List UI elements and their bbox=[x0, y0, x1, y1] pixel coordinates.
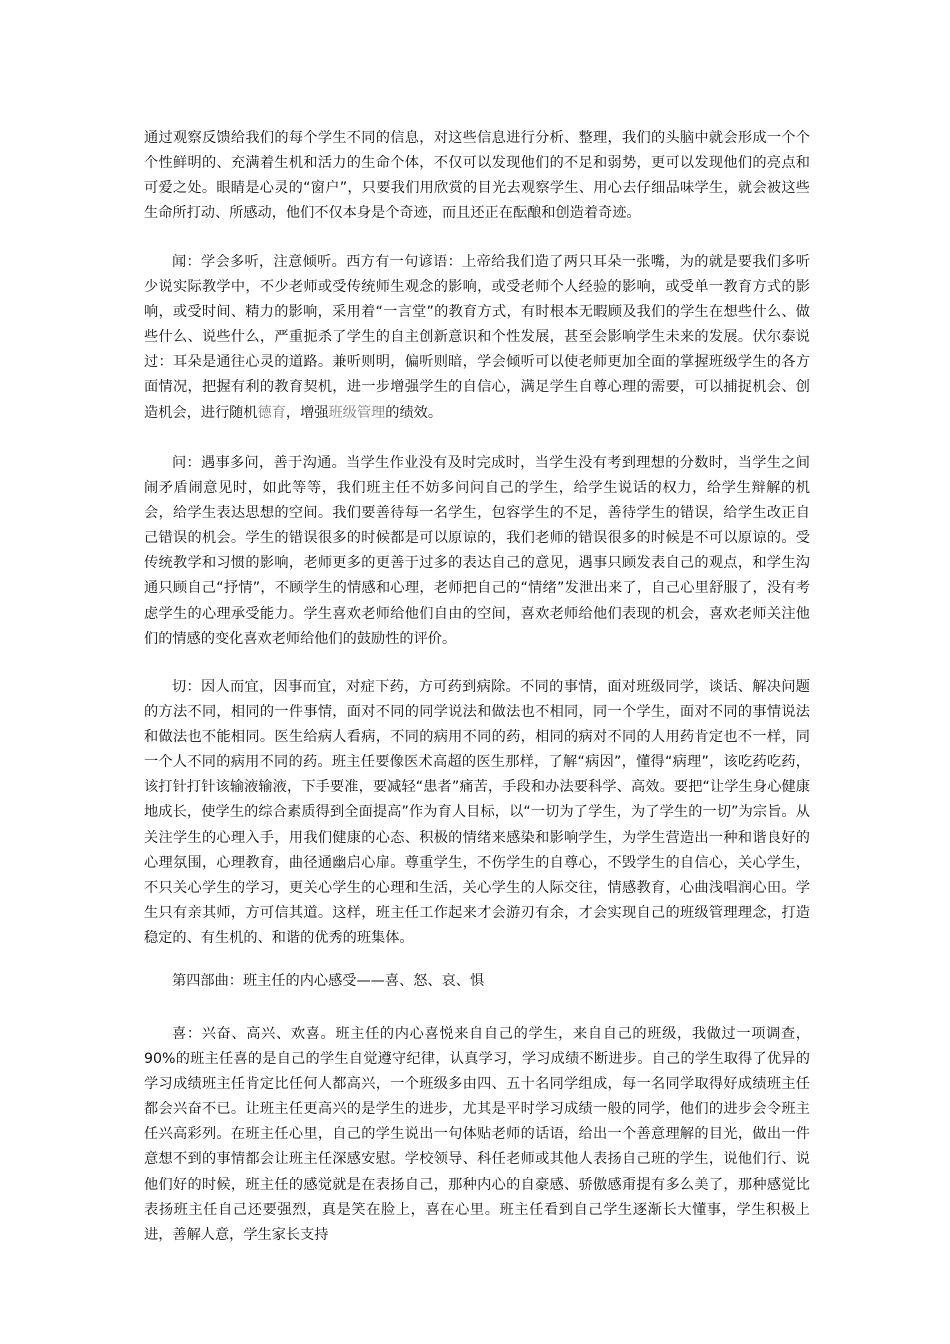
paragraph-listen-mid: ，增强 bbox=[285, 404, 329, 421]
paragraph-ask: 问：遇事多问，善于沟通。当学生作业没有及时完成时，当学生没有考到理想的分数时，当学生之间闹矛盾闹意见时，如此等等，我们班主任不妨多问问自己的学生，给学生说话的权力，给学生辩解的机会，给学生表达思想的空间。我们要善待每一名学生，包容学生的不足，善待学生的错误，给学生改正自己错误的机会。学生的错误很多的时候都是可以原谅的，我们老师的错误很多的时候是不可以原谅的。受传统教学和习惯的影响，老师更多的更善于过多的表达自己的意见，遇事只顾发表自己的观点，和学生沟通只顾自己“抒情”，不顾学生的情感和心理，老师把自己的“情绪”发泄出来了，自己心里舒服了，没有考虑学生的心理承受能力。学生喜欢老师给他们自由的空间，喜欢老师给他们表现的机会，喜欢老师关注他们的情感的变化喜欢老师给他们的鼓励性的评价。 bbox=[144, 455, 810, 647]
section-heading: 第四部曲：班主任的内心感受——喜、怒、哀、惧 bbox=[172, 973, 485, 989]
paragraph-listen-end: 的绩效。 bbox=[385, 404, 443, 421]
paragraph-listen bbox=[144, 250, 810, 426]
link-moral-education[interactable]: 德育 bbox=[257, 404, 286, 421]
document-page bbox=[144, 0, 810, 1344]
paragraph-diagnose: 切：因人而宜，因事而宜，对症下药，方可药到病除。不同的事情，面对班级同学，谈话、解决问题的方法不同，相同的一件事情，面对不同的同学说法和做法也不相同，同一个学生，面对不同的事情说法和做法也不能相同。医生给病人看病，不同的病用不同的药，相同的病对不同的人用药肯定也不一样，同一个人不同的病用不同的药。班主任要像医术高超的医生那样，了解“病因”，懂得“病理”，该吃药吃药，该打针打针该输液输液，下手要准，要减轻“患者”痛苦，手段和办法要科学、高效。要把“让学生身心健康地成长，使学生的综合素质得到全面提高”作为育人目标，以“一切为了学生，为了学生的一切”为宗旨。从关注学生的心理入手，用我们健康的心态、积极的情绪来感染和影响学生，为学生营造出一种和谐良好的心理氛围，心理教育，曲径通幽启心扉。尊重学生，不伤学生的自尊心，不毁学生的自信心，关心学生，不只关心学生的学习，更关心学生的心理和生活，关心学生的人际交往，情感教育，心曲浅唱润心田。学生只有亲其师，方可信其道。这样，班主任工作起来才会游刃有余，才会实现自己的班级管理理念，打造稳定的、有生机的、和谐的优秀的班集体。 bbox=[144, 679, 810, 946]
paragraph-listen-text: 闻：学会多听，注意倾听。西方有一句谚语：上帝给我们造了两只耳朵一张嘴，为的就是要我们多听少说实际教学中，不少老师或受传统师生观念的影响，或受老师个人经验的影响，或受单一教育方式的影响，或受时间、精力的影响，采用着“一言堂”的教育方式，有时根本无暇顾及我们的学生在想些什么、做些什么、说些什么，严重扼杀了学生的自主创新意识和个性发展，甚至会影响学生未来的发展。伏尔泰说过：耳朵是通往心灵的道路。兼听则明，偏听则暗，学会倾听可以使老师更加全面的掌握班级学生的各方面情况，把握有利的教育契机，进一步增强学生的自信心，满足学生自尊心理的需要，可以捕捉机会、创造机会，进行随机 bbox=[144, 254, 810, 421]
paragraph-joy: 喜：兴奋、高兴、欢喜。班主任的内心喜悦来自自己的学生，来自自己的班级，我做过一项调查，90%的班主任喜的是自己的学生自觉遵守纪律，认真学习，学习成绩不断进步。自己的学生取得了优异的学习成绩班主任肯定比任何人都高兴，一个班级多由四、五十名同学组成，每一名同学取得好成绩班主任都会兴奋不已。让班主任更高兴的是学生的进步，尤其是平时学习成绩一般的同学，他们的进步会令班主任兴高彩列。在班主任心里，自己的学生说出一句体贴老师的话语，给出一个善意理解的目光，做出一件意想不到的事情都会让班主任深感安慰。学校领导、科任老师或其他人表扬自己班的学生，说他们行、说他们好的时候，班主任的感觉就是在表扬自己，那种内心的自豪感、骄傲感甭提有多么美了，那种感觉比表扬班主任自己还要强烈，真是笑在脸上，喜在心里。班主任看到自己学生逐渐长大懂事，学生积极上进，善解人意，学生家长支持 bbox=[144, 1026, 810, 1243]
link-class-management[interactable]: 班级管理 bbox=[328, 404, 386, 421]
paragraph-observe: 通过观察反馈给我们的每个学生不同的信息，对这些信息进行分析、整理，我们的头脑中就会形成一个个个性鲜明的、充满着生机和活力的生命个体，不仅可以发现他们的不足和弱势，更可以发现他们的亮点和可爱之处。眼睛是心灵的“窗户”，只要我们用欣赏的目光去观察学生、用心去仔细品味学生，就会被这些生命所打动、所感动，他们不仅本身是个奇迹，而且还正在酝酿和创造着奇迹。 bbox=[144, 130, 810, 222]
